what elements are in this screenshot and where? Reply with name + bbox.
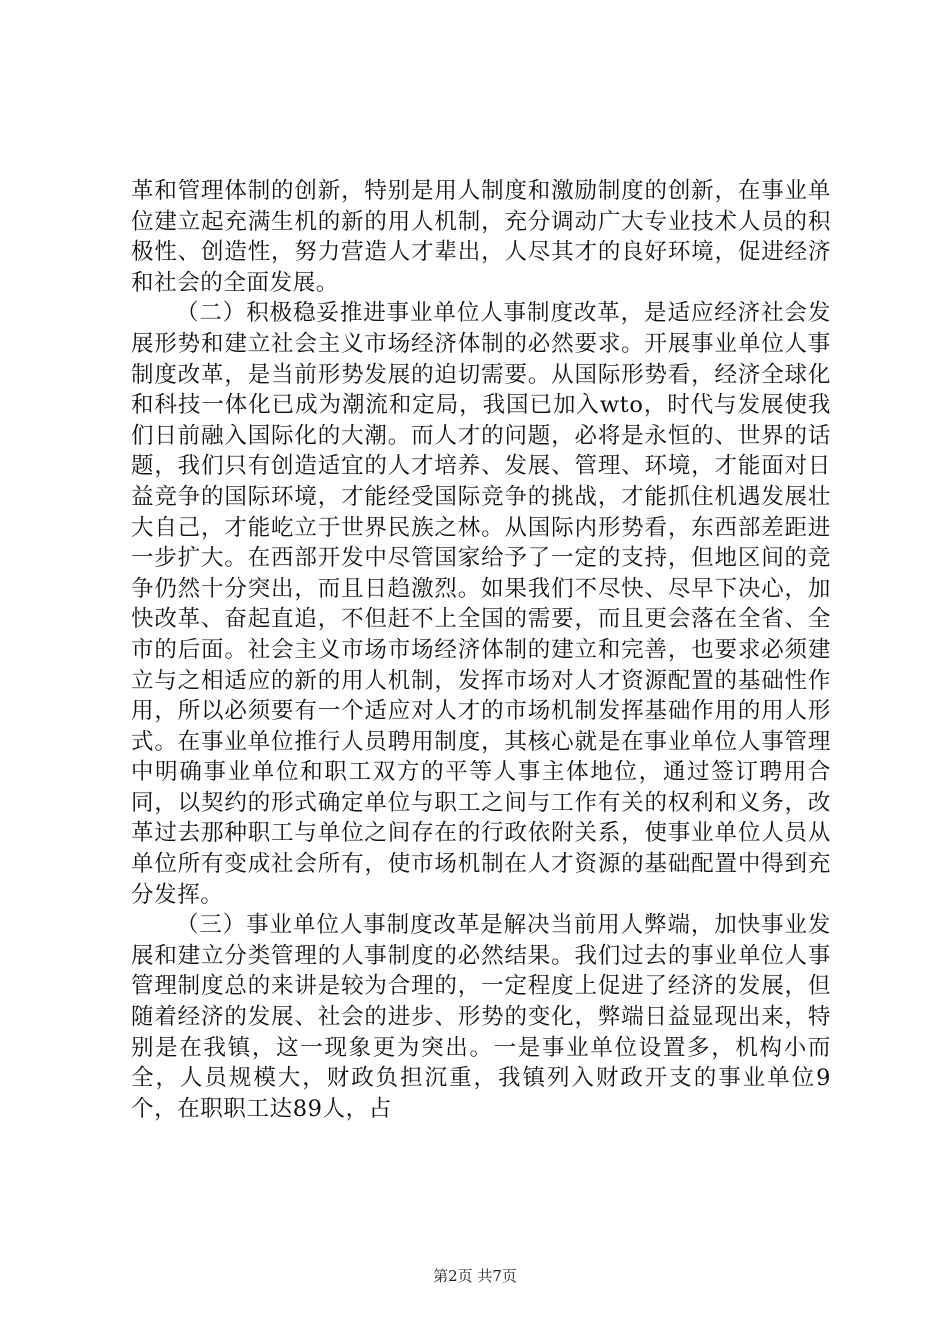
page-footer: 第2页 共7页	[433, 1267, 517, 1285]
document-body	[131, 176, 831, 1124]
paragraph-section-two: （二）积极稳妥推进事业单位人事制度改革，是适应经济社会发展形势和建立社会主义市场经济体制的必然要求。开展事业单位人事制度改革，是当前形势发展的迫切需要。从国际形势看，经济全球化和科技一体化已成为潮流和定局，我国已加入wto，时代与发展使我们日前融入国际化的大潮。而人才的问题，必将是永恒的、世界的话题，我们只有创造适宜的人才培养、发展、管理、环境，才能面对日益竞争的国际环境，才能经受国际竞争的挑战，才能抓住机遇发展壮大自己，才能屹立于世界民族之林。从国际内形势看，东西部差距进一步扩大。在西部开发中尽管国家给予了一定的支持，但地区间的竞争仍然十分突出，而且日趋激烈。如果我们不尽快、尽早下决心，加快改革、奋起直追，不但赶不上全国的需要，而且更会落在全省、全市的后面。社会主义市场市场经济体制的建立和完善，也要求必须建立与之相适应的新的用人机制，发挥市场对人才资源配置的基础性作用，所以必须要有一个适应对人才的市场机制发挥基础作用的用人形式。在事业单位推行人员聘用制度，其核心就是在事业单位人事管理中明确事业单位和职工双方的平等人事主体地位，通过签订聘用合同，以契约的形式确定单位与职工之间与工作有关的权利和义务，改革过去那种职工与单位之间存在的行政依附关系，使事业单位人员从单位所有变成社会所有，使市场机制在人才资源的基础配置中得到充分发挥。	[131, 300, 831, 908]
paragraph-section-three: （三）事业单位人事制度改革是解决当前用人弊端，加快事业发展和建立分类管理的人事制度的必然结果。我们过去的事业单位人事管理制度总的来讲是较为合理的，一定程度上促进了经济的发展，但随着经济的发展、社会的进步、形势的变化，弊端日益显现出来，特别是在我镇，这一现象更为突出。一是事业单位设置多，机构小而全，人员规模大，财政负担沉重，我镇列入财政开支的事业单位9个，在职职工达89人，占	[131, 912, 831, 1122]
paragraph-continuation: 革和管理体制的创新，特别是用人制度和激励制度的创新，在事业单位建立起充满生机的新的用人机制，充分调动广大专业技术人员的积极性、创造性，努力营造人才辈出，人尽其才的良好环境，促进经济和社会的全面发展。	[131, 178, 831, 296]
